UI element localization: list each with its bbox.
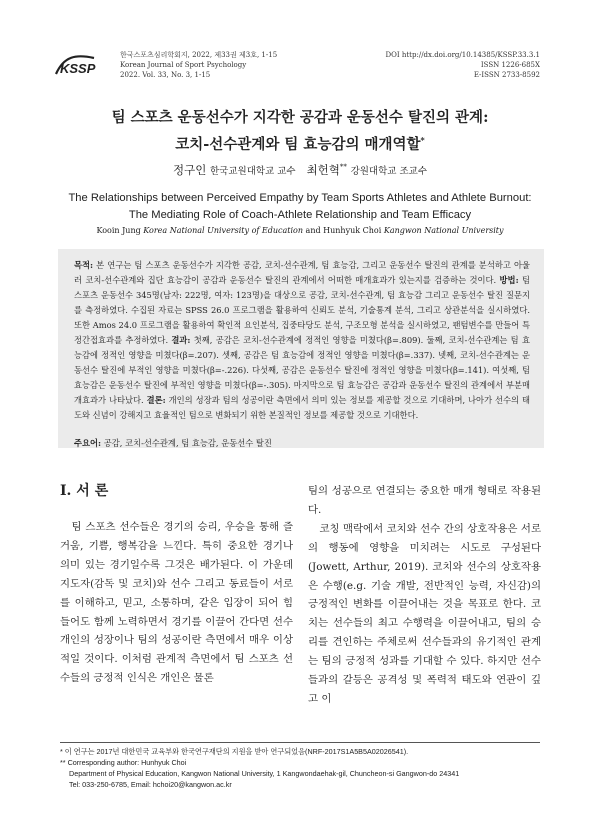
- footnote-divider: [60, 742, 540, 743]
- author-2-mark: **: [339, 163, 347, 172]
- abstract-box: [58, 249, 544, 448]
- paragraph: 팀 스포츠 선수들은 경기의 승리, 우승을 통해 즐거움, 기쁨, 행복감을 느낀다. 특히 중요한 경기나 의미 있는 경기일수록 그것은 배가된다. 이 가운데 지도자(감독 및 코치)와 선수 그리고 동료들이 서로를 이해하고, 믿고, 소통하며, 같은 입장이 되어 힘들어도 함께 노력하면서 경기를 이끌어 간다면 선수 개인의 성장이나 팀의 성공이란 측면에서 매우 이상적일 것이다. 이처럼 관계적 측면에서 팀 스포츠 선수들의 긍정적 인식은 개인은 물론: [60, 521, 293, 685]
- title-ko-line2: 코치-선수관계와 팀 효능감의 매개역할*: [175, 135, 425, 153]
- issn: ISSN 1226-685X: [480, 61, 540, 69]
- abstract-result: 첫째, 공감은 코치-선수관계에 정적인 영향을 미쳤다(β=.809). 둘째, 코치-선수관계는 팀 효능감에 정적인 영향을 미쳤다(β=.207). 셋째, 공감은 팀 효능감에 정적인 영향을 미쳤다(β=.337). 넷째, 코치-선수관계는 운동선수 탈진에 부적인 영향을 미쳤다(β=-.226). 다섯째, 공감은 운동선수 탈진에 정적인 영향을 미쳤다(β=.141). 여섯째, 팀 효능감은 운동선수 탈진에 부적인 영향을 미쳤다(β=-.305). 마지막으로 팀 효능감은 공감과 운동선수 탈진의 관계에서 부분매개효과가 나타났다.: [74, 335, 530, 405]
- title-en-line2: The Mediating Role of Coach-Athlete Relationship and Team Efficacy: [128, 209, 472, 221]
- kssp-logo: [54, 52, 112, 78]
- footnote-address: Department of Physical Education, Kangwon National University, 1 Kangwondaehak-gil, Chuncheon-si Gangwon-do 24341: [69, 769, 460, 778]
- paragraph: 코칭 맥락에서 코치와 선수 간의 상호작용은 서로의 행동에 영향을 미치려는 시도로 구성된다 (Jowett, Arthur, 2019). 코치와 선수의 상호작용은 수행(e.g. 기술 개발, 전반적인 능력, 자신감)의 긍정적인 변화를 이끌어내는 것을 목표로 한다. 코치는 선수들의 최고 수행력을 이끌어내고, 팀의 승리를 견인하는 주체로써 선수들과의 유기적인 관계는 팀의 긍정적 성과를 기대할 수 있다. 하지만 선수들과의 갈등은 공격성 및 폭력적 태도와 연관이 깊고 이: [308, 522, 541, 705]
- journal-citation: [120, 50, 277, 80]
- authors-english: [0, 226, 600, 235]
- and-conjunction: and: [305, 226, 321, 235]
- keywords: [74, 437, 530, 449]
- title-footnote-mark: *: [420, 135, 425, 145]
- abstract-purpose: 본 연구는 팀 스포츠 운동선수가 지각한 공감, 코치-선수관계, 팀 효능감, 그리고 운동선수 탈진의 관계를 분석하고 아울러 코치-선수관계와 집단 효능감이 공감과 운동선수 탈진의 관계에서 어떠한 매개효과가 있는지를 검증하는 것이다.: [74, 260, 530, 285]
- footnotes: [60, 746, 550, 790]
- abstract-label-result: 결과:: [171, 335, 191, 345]
- abstract-text: [74, 258, 530, 423]
- abstract-method: 팀 스포츠 운동선수 345명(남자: 222명, 여자: 123명)을 대상으로 공감, 코치-선수관계, 팀 효능감 그리고 운동선수 탈진 질문지를 측정하였다. 수집된 자료는 SPSS 26.0 프로그램을 활용하여 신뢰도 분석, 기술통계 분석, 그리고 상관분석을 실시하였다. 또한 Amos 24.0 프로그램을 활용하여 확인적 요인분석, 집중타당도 분석, 구조모형 분석을 실시하였고, 팬텀변수를 만들어 특정간접효과를 추정하였다.: [74, 275, 530, 345]
- author-2-affiliation: 강원대학교 조교수: [350, 166, 427, 177]
- body-column-left: [60, 482, 293, 688]
- footnote-contact: Tel: 033-250-6785, Email: hchoi20@kangwon.ac.kr: [69, 780, 232, 789]
- author-1-name: 정구인: [173, 163, 207, 177]
- doi-link[interactable]: DOI http://dx.doi.org/10.14385/KSSP.33.3.1: [385, 51, 540, 59]
- journal-citation-ko: 한국스포츠심리학회지, 2022, 제33권 제3호, 1-15: [120, 51, 278, 59]
- body-column-right: [308, 482, 541, 709]
- journal-header: [60, 50, 540, 90]
- author-1-affiliation: 한국교원대학교 교수: [209, 166, 296, 177]
- authors-korean: [0, 162, 600, 178]
- abstract-conclusion: 개인의 성장과 팀의 성공이란 측면에서 의미 있는 정보를 제공할 것으로 기대하며, 나아가 선수의 태도와 신념이 강해지고 효율적인 팀으로 변화되기 위한 본질적인 정보를 제공할 것으로 기대한다.: [74, 395, 531, 420]
- journal-name-en: Korean Journal of Sport Psychology: [120, 61, 247, 69]
- author-1-name-en: Kooin Jung: [96, 226, 141, 235]
- paper-title-english: [0, 190, 600, 224]
- author-2-affiliation-en: Kangwon National University: [383, 226, 504, 235]
- section-title-introduction: I. 서 론: [60, 483, 109, 499]
- keywords-label: 주요어:: [74, 438, 102, 448]
- keywords-text: 공감, 코치-선수관계, 팀 효능감, 운동선수 탈진: [101, 438, 272, 448]
- footnote-funding: * 이 연구는 2017년 대한민국 교육부와 한국연구재단의 지원을 받아 연구되었음(NRF-2017S1A5B5A02026541).: [60, 747, 409, 756]
- eissn: E-ISSN 2733-8592: [473, 71, 540, 79]
- title-ko-line1: 팀 스포츠 운동선수가 지각한 공감과 운동선수 탈진의 관계:: [111, 109, 489, 126]
- journal-volume-en: 2022. Vol. 33, No. 3, 1-15: [120, 71, 211, 79]
- paragraph: 팀의 성공으로 연결되는 중요한 매개 형태로 작용된다.: [308, 485, 541, 516]
- title-en-line1: The Relationships between Perceived Empathy by Team Sports Athletes and Athlete Burnout:: [68, 192, 532, 204]
- author-2-name-en: Hunhyuk Choi: [323, 226, 382, 235]
- doi-block: [386, 50, 540, 80]
- footnote-corresponding: ** Corresponding author: Hunhyuk Choi: [60, 758, 187, 767]
- author-1-affiliation-en: Korea National University of Education: [143, 226, 303, 235]
- svg-text:KSSP: KSSP: [60, 61, 96, 76]
- abstract-label-conclusion: 결론:: [146, 395, 166, 405]
- abstract-label-purpose: 목적:: [74, 260, 94, 270]
- paper-title-korean: [0, 107, 600, 156]
- author-2-name: 최헌혁: [306, 163, 340, 177]
- abstract-label-method: 방법:: [499, 275, 519, 285]
